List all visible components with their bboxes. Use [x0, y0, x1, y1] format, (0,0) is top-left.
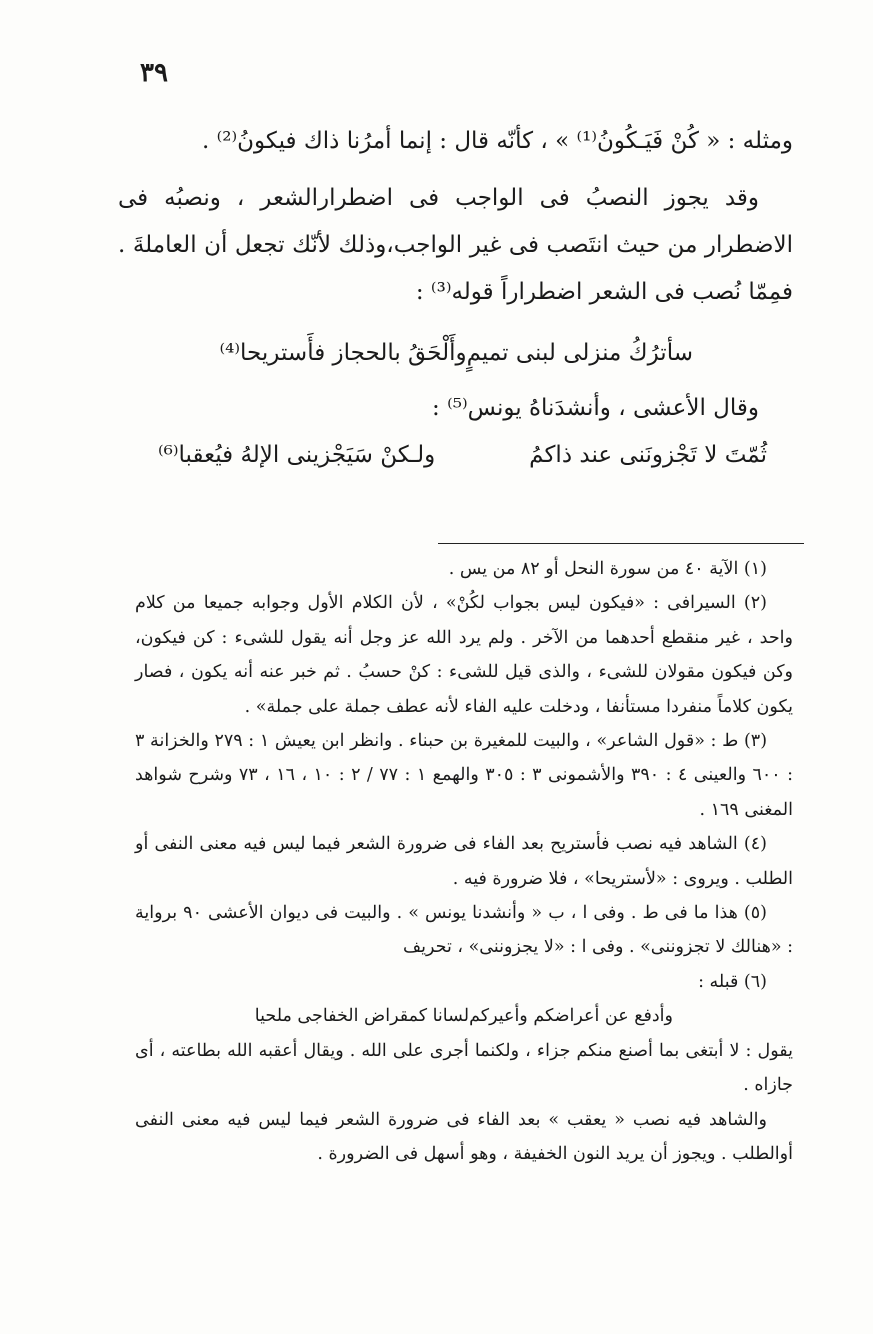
main-paragraph-1: ومثله : « كُنْ فَيَـكُونُ⁽¹⁾ » ، كأنّه قال : إنما أمرُنا ذاك فيكونُ⁽²⁾ . [201, 128, 793, 154]
main-paragraph-3: وقال الأعشى ، وأنشدَناهُ يونس⁽⁵⁾ : [432, 395, 759, 421]
page-number: ٣٩ [140, 58, 168, 88]
verse-1-second-hemistich: وأَلْحَقُ بالحجاز فأَستريحا⁽⁴⁾ [219, 340, 467, 366]
footnote-6-commentary: يقول : لا أبتغى بما أصنع منكم جزاء ، ولكنما أجرى على الله . ويقال أعقبه الله بطاعته ، أى جازاه . [135, 1040, 793, 1096]
verse-2 [118, 432, 793, 479]
verse-2-first-hemistich: ثُمّتَ لا تَجْزونَنى عند ذاكمُ [529, 442, 767, 468]
footnote-6-first-hemistich: وأدفع عن أعراضكم وأعيركم [469, 1006, 673, 1027]
footnote-6-evidence: والشاهد فيه نصب « يعقب » بعد الفاء فى ضرورة الشعر فيما ليس فيه معنى النفى أوالطلب . ويجوز أن يريد النون الخفيفة ، وهو أسهل فى الضرورة . [135, 1109, 793, 1164]
footnote-6-second-hemistich: لسانا كمقراض الخفاجى ملحيا [254, 1006, 470, 1027]
footnote-3: (٣) ط : «قول الشاعر» ، والبيت للمغيرة بن حبناء . وانظر ابن يعيش ١ : ٢٧٩ والخزانة ٣ : ٦٠٠ والعينى ٤ : ٣٩٠ والأشمونى ٣ : ٣٠٥ والهمع ١ : ٧٧ / ٢ : ١٠ ، ١٦ ، ٧٣ وشرح شواهد المغنى ١٦٩ . [135, 731, 793, 820]
footnotes [135, 552, 793, 1171]
verse-1 [118, 330, 793, 377]
footnote-6-verse [135, 999, 793, 1033]
verse-2-second-hemistich: ولـكنْ سَيَجْزينى الإلهُ فيُعقبا⁽⁶⁾ [158, 442, 436, 468]
main-paragraph-2: وقد يجوز النصبُ فى الواجب فى اضطرارالشعر ، ونصبُه فى الاضطرار من حيث انتَصب فى غير الواجب،وذلك لأنّك تجعل أن العاملةَ . فمِمّا نُصب فى الشعر اضطراراً قوله⁽³⁾ : [118, 185, 793, 305]
footnote-5: (٥) هذا ما فى ط . وفى ا ، ب « وأنشدنا يونس » . والبيت فى ديوان الأعشى ٩٠ برواية : «هنالك لا تجزوننى» . وفى ا : «لا يجزوننى» ، تحريف [135, 903, 793, 958]
footnote-6: (٦) قبله : [698, 971, 767, 992]
verse-1-first-hemistich: سأترُكُ منزلى لبنى تميمٍ [466, 340, 693, 366]
main-text [118, 118, 793, 479]
footnote-1: (١) الآية ٤٠ من سورة النحل أو ٨٢ من يس . [448, 559, 767, 579]
footnote-separator [438, 543, 804, 544]
footnote-2: (٢) السيرافى : «فيكون ليس بجواب لكُنْ» ، لأن الكلام الأول وجوابه جميعا من كلام واحد ، غير منقطع أحدهما من الآخر . ولم يرد الله عز وجل أنه يقول للشىء : كن فيكون، وكن فيكون مقولان للشىء ، والذى قيل للشىء : كنْ حسبُ . ثم خبر عنه أنه يكون ، فصار يكون كلاماً منفردا مستأنفا ، ودخلت عليه الفاء لأنه عطف جملة على جملة» . [135, 593, 793, 717]
footnote-4: (٤) الشاهد فيه نصب فأستريح بعد الفاء فى ضرورة الشعر فيما ليس فيه معنى النفى أو الطلب . ويروى : «لأستريحا» ، فلا ضرورة فيه . [135, 834, 793, 889]
